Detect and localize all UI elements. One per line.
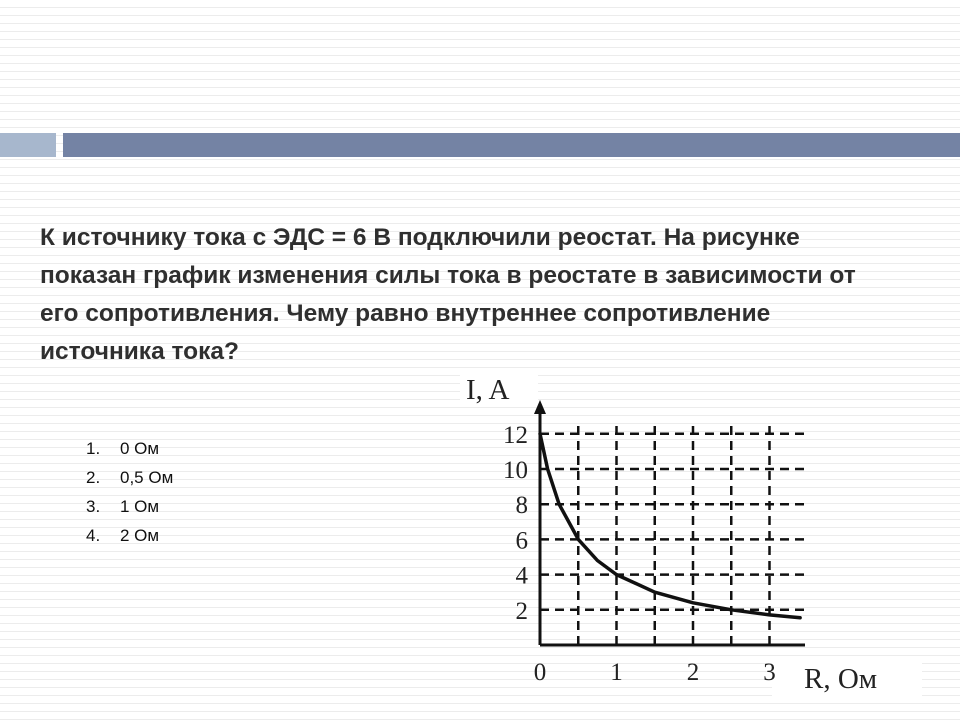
answer-number: 1. xyxy=(86,439,101,458)
answer-number: 4. xyxy=(86,526,101,545)
y-tick-label: 4 xyxy=(515,562,528,590)
y-tick-label: 2 xyxy=(515,597,528,625)
y-axis-label: I, A xyxy=(466,374,510,406)
answer-text: 1 Ом xyxy=(120,497,160,516)
answer-text: 0,5 Ом xyxy=(120,468,174,487)
answer-text: 0 Ом xyxy=(120,439,160,458)
x-tick-label: 0 xyxy=(533,659,547,686)
x-tick-label: 3 xyxy=(763,659,776,686)
x-tick-label: 1 xyxy=(610,659,623,686)
question-text: К источнику тока с ЭДС = 6 В подключили реостат. На рисунке показан график изменения силы тока в реостате в зависимости от его сопротивления. Чему равно внутреннее сопротивление источника тока? xyxy=(40,224,856,365)
x-tick-label: 2 xyxy=(686,659,700,686)
y-tick-label: 6 xyxy=(515,527,528,555)
answer-number: 2. xyxy=(86,468,101,487)
y-tick-label: 12 xyxy=(503,421,528,449)
y-tick-label: 10 xyxy=(503,457,528,484)
answer-text: 2 Ом xyxy=(120,526,160,545)
answer-number: 3. xyxy=(86,497,101,516)
x-axis-label: R, Ом xyxy=(804,663,878,695)
y-tick-label: 8 xyxy=(515,492,528,520)
